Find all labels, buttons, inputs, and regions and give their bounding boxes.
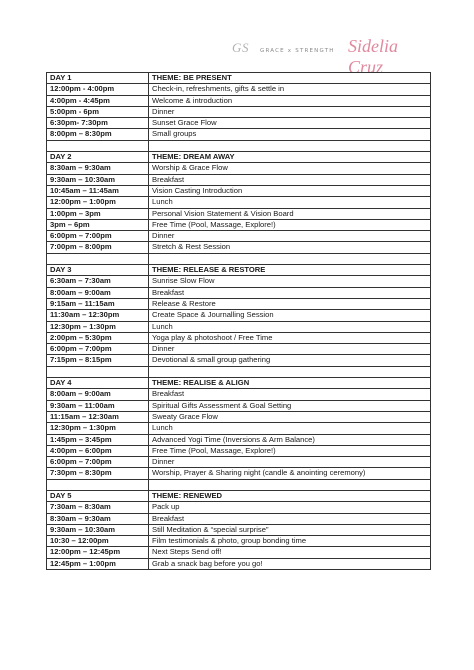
time-cell: 12:00pm - 4:00pm	[47, 84, 149, 95]
activity-cell: Worship & Grace Flow	[149, 163, 431, 174]
day-theme: THEME: RELEASE & RESTORE	[149, 265, 431, 276]
day-theme: THEME: DREAM AWAY	[149, 152, 431, 163]
day-label: DAY 1	[47, 73, 149, 84]
day-header-row	[47, 152, 431, 163]
table-row	[47, 400, 431, 411]
time-cell: 9:15am – 11:15am	[47, 298, 149, 309]
spacer-row	[47, 253, 431, 264]
activity-cell: Breakfast	[149, 513, 431, 524]
activity-cell: Still Meditation & “special surprise”	[149, 524, 431, 535]
table-row	[47, 231, 431, 242]
spacer-cell	[47, 253, 149, 264]
schedule-body	[47, 73, 431, 570]
time-cell: 12:45pm – 1:00pm	[47, 558, 149, 569]
time-cell: 7:15pm – 8:15pm	[47, 355, 149, 366]
activity-cell: Sweaty Grace Flow	[149, 411, 431, 422]
spacer-cell	[149, 366, 431, 377]
time-cell: 8:30am – 9:30am	[47, 513, 149, 524]
table-row	[47, 185, 431, 196]
table-row	[47, 389, 431, 400]
time-cell: 8:30am – 9:30am	[47, 163, 149, 174]
activity-cell: Pack up	[149, 502, 431, 513]
time-cell: 6:00pm – 7:00pm	[47, 457, 149, 468]
table-row	[47, 524, 431, 535]
table-row	[47, 197, 431, 208]
activity-cell: Lunch	[149, 423, 431, 434]
time-cell: 12:00pm – 1:00pm	[47, 197, 149, 208]
table-row	[47, 276, 431, 287]
table-row	[47, 174, 431, 185]
day-label: DAY 2	[47, 152, 149, 163]
activity-cell: Spiritual Gifts Assessment & Goal Setting	[149, 400, 431, 411]
activity-cell: Dinner	[149, 231, 431, 242]
time-cell: 4:00pm - 4:45pm	[47, 95, 149, 106]
table-row	[47, 513, 431, 524]
activity-cell: Lunch	[149, 321, 431, 332]
time-cell: 4:00pm – 6:00pm	[47, 445, 149, 456]
activity-cell: Release & Restore	[149, 298, 431, 309]
grace-strength-logo-text: GRACE x STRENGTH	[260, 48, 335, 54]
time-cell: 6:00pm – 7:00pm	[47, 231, 149, 242]
grace-strength-logo-mark: G S	[232, 40, 248, 55]
spacer-cell	[149, 253, 431, 264]
time-cell: 9:30am – 11:00am	[47, 400, 149, 411]
activity-cell: Dinner	[149, 344, 431, 355]
table-row	[47, 95, 431, 106]
table-row	[47, 321, 431, 332]
day-label: DAY 3	[47, 265, 149, 276]
day-theme: THEME: BE PRESENT	[149, 73, 431, 84]
activity-cell: Welcome & introduction	[149, 95, 431, 106]
activity-cell: Small groups	[149, 129, 431, 140]
activity-cell: Grab a snack bag before you go!	[149, 558, 431, 569]
spacer-cell	[47, 479, 149, 490]
activity-cell: Create Space & Journalling Session	[149, 310, 431, 321]
time-cell: 1:00pm – 3pm	[47, 208, 149, 219]
time-cell: 11:15am – 12:30am	[47, 411, 149, 422]
spacer-cell	[149, 140, 431, 151]
table-row	[47, 344, 431, 355]
day-theme: THEME: REALISE & ALIGN	[149, 378, 431, 389]
time-cell: 6:30pm- 7:30pm	[47, 118, 149, 129]
activity-cell: Check-in, refreshments, gifts & settle in	[149, 84, 431, 95]
activity-cell: Advanced Yogi Time (Inversions & Arm Balance)	[149, 434, 431, 445]
activity-cell: Breakfast	[149, 389, 431, 400]
activity-cell: Personal Vision Statement & Vision Board	[149, 208, 431, 219]
time-cell: 6:30am – 7:30am	[47, 276, 149, 287]
time-cell: 9:30am – 10:30am	[47, 524, 149, 535]
time-cell: 7:00pm – 8:00pm	[47, 242, 149, 253]
day-theme: THEME: RENEWED	[149, 490, 431, 501]
day-header-row	[47, 73, 431, 84]
time-cell: 3pm – 6pm	[47, 219, 149, 230]
day-label: DAY 5	[47, 490, 149, 501]
time-cell: 12:30pm – 1:30pm	[47, 423, 149, 434]
spacer-cell	[149, 479, 431, 490]
time-cell: 12:00pm – 12:45pm	[47, 547, 149, 558]
time-cell: 7:30am – 8:30am	[47, 502, 149, 513]
time-cell: 2:00pm – 5:30pm	[47, 332, 149, 343]
table-row	[47, 445, 431, 456]
table-row	[47, 219, 431, 230]
table-row	[47, 558, 431, 569]
activity-cell: Breakfast	[149, 287, 431, 298]
spacer-row	[47, 140, 431, 151]
activity-cell: Lunch	[149, 197, 431, 208]
time-cell: 10:30 – 12:00pm	[47, 536, 149, 547]
activity-cell: Worship, Prayer & Sharing night (candle & anointing ceremony)	[149, 468, 431, 479]
table-row	[47, 298, 431, 309]
time-cell: 12:30pm – 1:30pm	[47, 321, 149, 332]
table-row	[47, 468, 431, 479]
table-row	[47, 457, 431, 468]
table-row	[47, 208, 431, 219]
activity-cell: Dinner	[149, 457, 431, 468]
table-row	[47, 310, 431, 321]
activity-cell: Next Steps Send off!	[149, 547, 431, 558]
day-header-row	[47, 378, 431, 389]
activity-cell: Stretch & Rest Session	[149, 242, 431, 253]
signature-logo: Sidelia Cruz	[348, 36, 398, 77]
activity-cell: Breakfast	[149, 174, 431, 185]
table-row	[47, 423, 431, 434]
table-row	[47, 163, 431, 174]
table-row	[47, 332, 431, 343]
day-label: DAY 4	[47, 378, 149, 389]
time-cell: 8:00pm – 8:30pm	[47, 129, 149, 140]
table-row	[47, 547, 431, 558]
table-row	[47, 502, 431, 513]
day-header-row	[47, 490, 431, 501]
activity-cell: Yoga play & photoshoot / Free Time	[149, 332, 431, 343]
activity-cell: Free Time (Pool, Massage, Explore!)	[149, 445, 431, 456]
activity-cell: Film testimonials & photo, group bonding time	[149, 536, 431, 547]
table-row	[47, 411, 431, 422]
table-row	[47, 106, 431, 117]
time-cell: 9:30am – 10:30am	[47, 174, 149, 185]
activity-cell: Devotional & small group gathering	[149, 355, 431, 366]
time-cell: 7:30pm – 8:30pm	[47, 468, 149, 479]
table-row	[47, 118, 431, 129]
spacer-row	[47, 479, 431, 490]
table-row	[47, 129, 431, 140]
table-row	[47, 434, 431, 445]
time-cell: 10:45am – 11:45am	[47, 185, 149, 196]
time-cell: 5:00pm - 6pm	[47, 106, 149, 117]
time-cell: 6:00pm – 7:00pm	[47, 344, 149, 355]
table-row	[47, 536, 431, 547]
activity-cell: Sunset Grace Flow	[149, 118, 431, 129]
spacer-cell	[47, 366, 149, 377]
table-row	[47, 84, 431, 95]
schedule-table	[46, 72, 431, 570]
table-row	[47, 287, 431, 298]
time-cell: 1:45pm – 3:45pm	[47, 434, 149, 445]
table-row	[47, 242, 431, 253]
table-row	[47, 355, 431, 366]
day-header-row	[47, 265, 431, 276]
time-cell: 8:00am – 9:00am	[47, 389, 149, 400]
spacer-row	[47, 366, 431, 377]
activity-cell: Free Time (Pool, Massage, Explore!)	[149, 219, 431, 230]
activity-cell: Vision Casting Introduction	[149, 185, 431, 196]
spacer-cell	[47, 140, 149, 151]
time-cell: 8:00am – 9:00am	[47, 287, 149, 298]
activity-cell: Dinner	[149, 106, 431, 117]
time-cell: 11:30am – 12:30pm	[47, 310, 149, 321]
activity-cell: Sunrise Slow Flow	[149, 276, 431, 287]
page-header	[232, 34, 432, 77]
